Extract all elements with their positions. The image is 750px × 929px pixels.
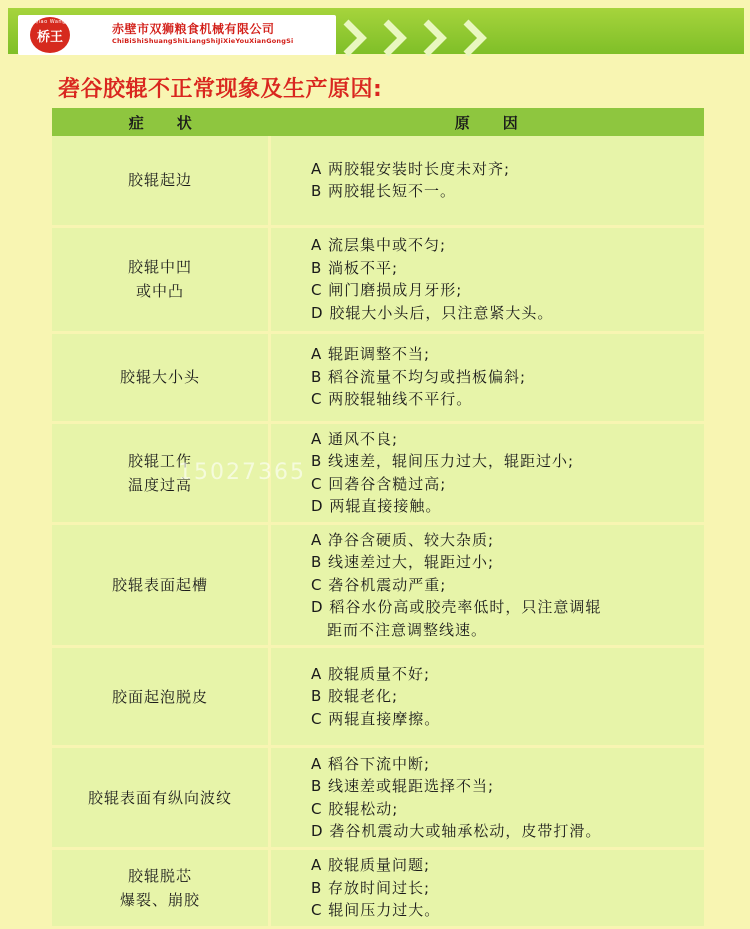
cause-item: C 砻谷机震动严重;	[311, 575, 447, 594]
symptom-header: 症 状	[52, 108, 270, 136]
symptom-text: 或中凸	[135, 282, 184, 300]
cause-item: D 砻谷机震动大或轴承松动，皮带打滑。	[311, 822, 602, 840]
cause-cell	[270, 523, 705, 647]
cause-item: 距而不注意调整线速。	[311, 620, 488, 639]
symptom-text: 胶辊表面起槽	[111, 575, 208, 594]
symptom-text: 胶辊中凹	[127, 258, 192, 276]
cause-cell	[270, 226, 705, 332]
cause-cell	[270, 136, 705, 226]
cause-item: D 胶辊大小头后，只注意紧大头。	[311, 303, 554, 322]
symptom-text: 胶面起泡脱皮	[111, 687, 208, 706]
table-row	[52, 226, 704, 332]
logo-seal-icon	[30, 17, 70, 53]
cause-item: D 稻谷水份高或胶壳率低时，只注意调辊	[311, 598, 602, 616]
cause-item: B 稻谷流量不均匀或挡板偏斜;	[311, 367, 527, 386]
table-row	[52, 422, 704, 523]
table-header-row	[52, 108, 704, 136]
cause-item: C 两胶辊轴线不平行。	[311, 390, 473, 409]
cause-item: C 辊间压力过大。	[311, 901, 441, 919]
symptom-text: 胶辊表面有纵向波纹	[87, 788, 232, 807]
chevron-arrows-icon	[338, 18, 518, 58]
symptom-cell	[52, 226, 270, 332]
cause-item: C 两辊直接摩擦。	[311, 709, 441, 728]
symptom-text: 温度过高	[127, 475, 192, 494]
cause-item: A 稻谷下流中断;	[311, 754, 431, 773]
cause-item: A 胶辊质量问题;	[311, 856, 431, 874]
cause-item: A 净谷含硬质、较大杂质;	[311, 530, 495, 549]
cause-item: A 流层集中或不匀;	[311, 236, 447, 254]
symptom-cell	[52, 136, 270, 226]
cause-item: A 胶辊质量不好;	[311, 664, 431, 683]
table-row	[52, 332, 704, 422]
cause-item: B 胶辊老化;	[311, 687, 399, 706]
cause-item: D 两辊直接接触。	[311, 497, 442, 515]
symptom-text: 胶辊起边	[127, 171, 192, 190]
cause-item: B 线速差过大，辊距过小;	[311, 553, 495, 571]
cause-item: B 线速差或辊距选择不当;	[311, 777, 495, 795]
cause-item: A 通风不良;	[311, 429, 399, 448]
table-row	[52, 849, 704, 928]
table-body	[52, 136, 704, 927]
symptom-text: 胶辊大小头	[119, 368, 200, 386]
symptom-cell	[52, 647, 270, 747]
table-row	[52, 136, 704, 226]
cause-item: A 辊距调整不当;	[311, 345, 431, 364]
cause-cell	[270, 422, 705, 523]
logo-text: 桥王	[36, 29, 63, 45]
table-row	[52, 647, 704, 747]
cause-item: B 两胶辊长短不一。	[311, 182, 457, 201]
symptom-cell	[52, 332, 270, 422]
cause-cell	[270, 849, 705, 928]
table-row	[52, 523, 704, 647]
cause-cell	[270, 647, 705, 747]
troubleshooting-table	[52, 108, 704, 929]
symptom-cell	[52, 747, 270, 849]
cause-item: B 存放时间过长;	[311, 878, 431, 897]
cause-cell	[270, 332, 705, 422]
cause-item: B 淌板不平;	[311, 258, 399, 277]
cause-item: B 线速差，辊间压力过大，辊距过小;	[311, 452, 575, 470]
symptom-cell	[52, 849, 270, 928]
symptom-text: 爆裂、崩胶	[119, 890, 200, 909]
cause-cell	[270, 747, 705, 849]
cause-item: C 胶辊松动;	[311, 799, 399, 818]
cause-item: C 闸门磨损成月牙形;	[311, 281, 463, 299]
symptom-text: 胶辊工作	[127, 451, 192, 470]
cause-item: C 回砻谷含糙过高;	[311, 474, 447, 493]
cause-item: A 两胶辊安装时长度未对齐;	[311, 159, 511, 178]
symptom-text: 胶辊脱芯	[127, 866, 192, 885]
page-title: 砻谷胶辊不正常现象及生产原因:	[58, 77, 383, 102]
logo-small-text: Qiao Wang	[34, 19, 66, 25]
symptom-cell	[52, 523, 270, 647]
phone-watermark: 15027365	[178, 460, 306, 485]
cause-header: 原 因	[270, 108, 705, 136]
company-name-cn: 赤壁市双狮粮食机械有限公司	[112, 22, 275, 36]
company-name-en: ChiBiShiShuangShiLiangShiJiXieYouXianGongSi	[112, 37, 294, 45]
table-row	[52, 747, 704, 849]
